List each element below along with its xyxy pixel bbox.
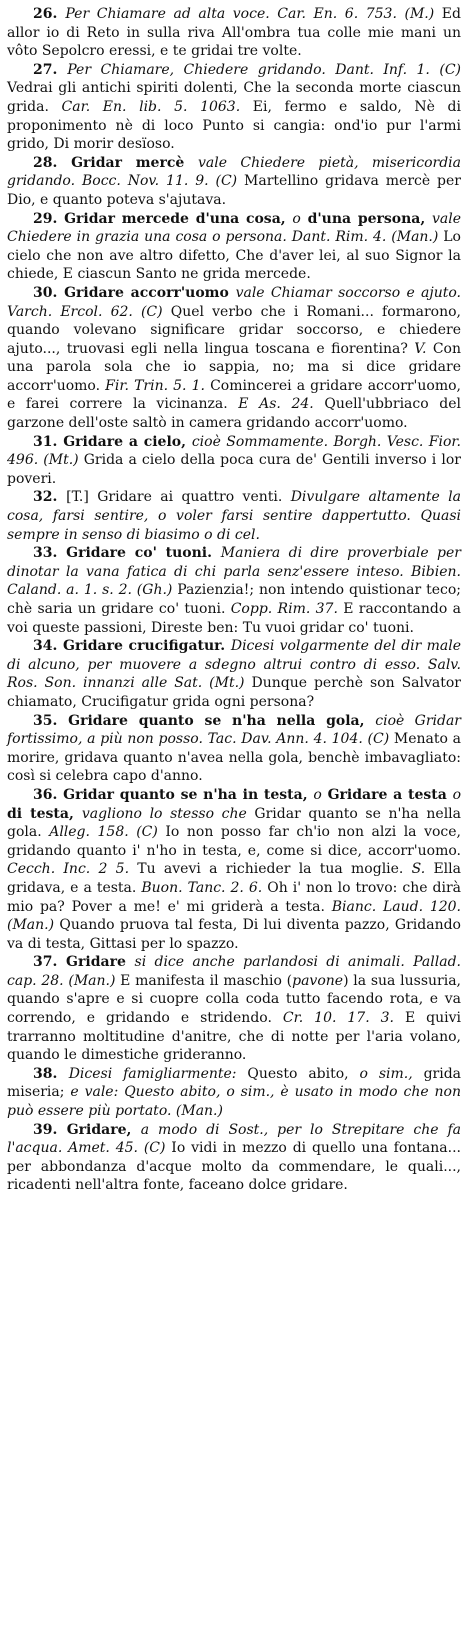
entry-italic-text: Car. En. lib. 5. 1063. [61,98,241,115]
entry-text: Dunque perchè son Salvator chiamato, Crucifigatur grida ogni persona? [7,675,461,710]
entry-headword: 37. Gridare [33,954,135,971]
entry-italic-text: Copp. Rim. 37. [230,601,338,617]
entry-text: Io vidi in mezzo di quello una fontana... per abbondanza d'acque molto da commendare, le quali..., ricadenti nell'altra fonte, faceano dolce gridare. [7,1140,461,1194]
entry-text: [T.] Gridare ai quattro venti. [66,489,291,506]
entry-italic-text: Divulgare altamente la cosa, farsi sentire, o voler farsi sentire dappertutto. Quasi sempre in senso di biasimo o di cel. [7,489,461,543]
dictionary-entry [7,433,461,489]
entry-headword: 31. Gridare a cielo, [33,433,192,450]
dictionary-entry [7,284,461,433]
entry-headword: 30. Gridare accorr'uomo [33,284,236,301]
entry-text: E manifesta il maschio ( [115,972,293,989]
entry-italic-text: o [313,786,322,803]
entry-italic-text: Maniera di dire proverbiale per dinotar la vana fatica di chi parla senz'essere inteso. Bibien. Caland. a. 1. s. 2. (Gh.) [7,545,461,599]
entry-text: Pazienzia!; non intendo quistionar teco; chè saria un gridare co' tuoni. [7,582,461,617]
dictionary-entry [7,1121,461,1195]
entry-italic-text: Dicesi volgarmente del dir male di alcuno, per muovere a sdegno altrui contro di esso. Salv. Ros. Son. innanzi alle Sat. (Mt.) [7,638,462,692]
entry-italic-text: pavone [292,972,344,989]
entry-text: E raccontando a voi queste passioni, Direste ben: Tu vuoi gridar co' tuoni. [7,601,461,636]
entry-italic-text: Fir. Trin. 5. 1. [105,377,205,394]
entry-text: Con una parola sola che io sappia, no; ma si dice gridare accorr'uomo. [7,340,462,394]
entry-italic-text: cioè Gridar fortissimo, a più non posso. Tac. Dav. Ann. 4. 104. (C) [7,712,461,748]
entry-text: Menato a morire, gridava quanto n'avea nella gola, benchè imbavagliato: così si celebra capo d'anno. [7,731,461,785]
entry-headword: 38. [33,1065,69,1082]
dictionary-entry [7,637,461,711]
entry-headword: 39. Gridare, [33,1121,141,1138]
entry-text: Quell'ubbriaco del garzone dell'oste saltò in camera gridando accorr'uomo. [7,396,461,432]
entry-italic-text: vale Chiedere in grazia una cosa o persona. Dant. Rim. 4. (Man.) [7,210,462,246]
entry-italic-text: o sim., [359,1065,413,1082]
dictionary-entry [7,786,461,953]
entry-headword: 32. [33,489,67,506]
entry-italic-text: Cr. 10. 17. 3. [282,1010,394,1027]
entry-italic-text: S. [411,861,426,878]
entry-italic-text: si dice anche parlandosi di animali. Pallad. cap. 28. (Man.) [7,954,461,989]
entry-headword: 34. Gridare crucifigatur. [33,638,231,655]
entry-text: Quel verbo che i Romani... formarono, quando volevano significare gridar soccorso, e chiedere ajuto..., truovasi egli nella lingua toscana e fiorentina? [7,303,461,357]
entry-headword: 29. Gridar mercede d'una cosa, [33,210,293,227]
entry-text: grida miseria; [7,1065,462,1101]
entry-headword: Gridare a testa [321,786,453,803]
dictionary-entry [7,1065,461,1121]
entry-italic-text: Cecch. Inc. 2 5. [7,861,130,878]
entry-text: Ei, fermo e saldo, Nè di proponimento nè di loco Punto si cangia: ond'io pur l'armi grido, Di morir desïoso. [7,98,461,153]
dictionary-entry [7,953,461,1065]
entry-text: Ed allor io di Reto in sulla riva All'ombra tua colle mie mani un vôto Sepolcro eressi, e te gridai tre volte. [7,6,461,60]
entry-text: Quando pruova tal festa, Di lui diventa pazzo, Gridando va di testa, Gittasi per lo spazzo. [7,917,461,952]
entry-text: Martellino gridava mercè per Dio, e quanto poteva s'ajutava. [7,173,461,208]
entry-headword: d'una persona, [300,210,432,227]
entry-italic-text: e vale: Questo abito, o sim., è usato in modo che non può essere più portato. (Man.) [7,1084,462,1120]
entry-italic-text: Dicesi famigliarmente: [68,1065,237,1082]
entry-text: Vedrai gli antichi spiriti dolenti, Che la seconda morte ciascun grida. [7,80,461,115]
dictionary-entry [7,544,461,637]
entry-text: ) la sua lussuria, quando s'apre e si cuopre colla coda tutto facendo rota, e va correndo, e gridando e stridendo. [7,972,461,1027]
entry-italic-text: Per Chiamare, Chiedere gridando. Dant. Inf. 1. (C) [67,61,461,78]
entry-text: Tu avevi a richieder la tua moglie. [129,861,412,878]
entry-italic-text: Per Chiamare ad alta voce. Car. En. 6. 753. (M.) [65,6,435,22]
entry-italic-text: Bianc. Laud. 120. (Man.) [7,898,461,934]
entry-text: Grida a cielo della poca cura de' Gentili inverso i lor poveri. [7,452,461,487]
entry-italic-text: a modo di Sost., per lo Strepitare che fa l'acqua. Amet. 45. (C) [7,1121,461,1157]
dictionary-entry [7,712,461,786]
entry-italic-text: cioè Sommamente. Borgh. Vesc. Fior. 496. (Mt.) [7,433,461,469]
entry-italic-text: vagliono lo stesso che [81,805,247,822]
dictionary-entry [7,488,461,544]
entry-text: Questo abito, [236,1065,360,1082]
entry-italic-text: vale Chiedere pietà, misericordia gridando. Bocc. Nov. 11. 9. (C) [7,154,461,190]
entry-headword: 33. Gridare co' tuoni. [33,545,221,562]
entry-italic-text: V. [414,340,427,357]
dictionary-entry [7,210,461,284]
entry-headword: 36. Gridar quanto se n'ha in testa, [33,786,314,803]
entry-italic-text: E As. 24. [238,396,314,413]
entry-italic-text: o [452,786,461,803]
entry-headword: di testa, [7,805,82,822]
dictionary-entry [7,61,461,154]
entry-italic-text: Alleg. 158. (C) [49,824,158,841]
entry-italic-text: Buon. Tanc. 2. 6. [141,879,263,896]
entry-italic-text: vale Chiamar soccorso e ajuto. Varch. Ercol. 62. (C) [7,284,462,320]
entry-text: Gridar quanto se n'ha nella gola. [7,805,461,841]
entry-text: Lo cielo che non ave altro difetto, Che d'aver lei, al suo Signor la chiede, E ciascun Santo ne grida mercede. [7,229,461,283]
entry-headword: 28. Gridar mercè [33,154,199,171]
entry-text: Ella gridava, e a testa. [7,861,461,896]
entry-italic-text: o [292,210,301,227]
entry-headword: 27. [33,61,68,78]
entry-text: Oh i' non lo trovo: che dirà mio pa? Pover a me! e' mi griderà a testa. [7,879,462,915]
entry-text: E quivi trarranno moltitudine d'anitre, che di notte per l'aria volano, quando le dimestiche grideranno. [7,1010,461,1064]
dictionary-entry [7,5,461,61]
entry-text: Io non posso far ch'io non alzi la voce, gridando quanto i' n'ho in testa, e, come si dice, accorr'uomo. [7,824,461,859]
entry-headword: 26. [33,6,66,22]
entry-text: Comincerei a gridare accorr'uomo, e farei correre la vicinanza. [7,377,461,413]
entry-headword: 35. Gridare quanto se n'ha nella gola, [33,712,376,729]
dictionary-entry [7,154,461,210]
